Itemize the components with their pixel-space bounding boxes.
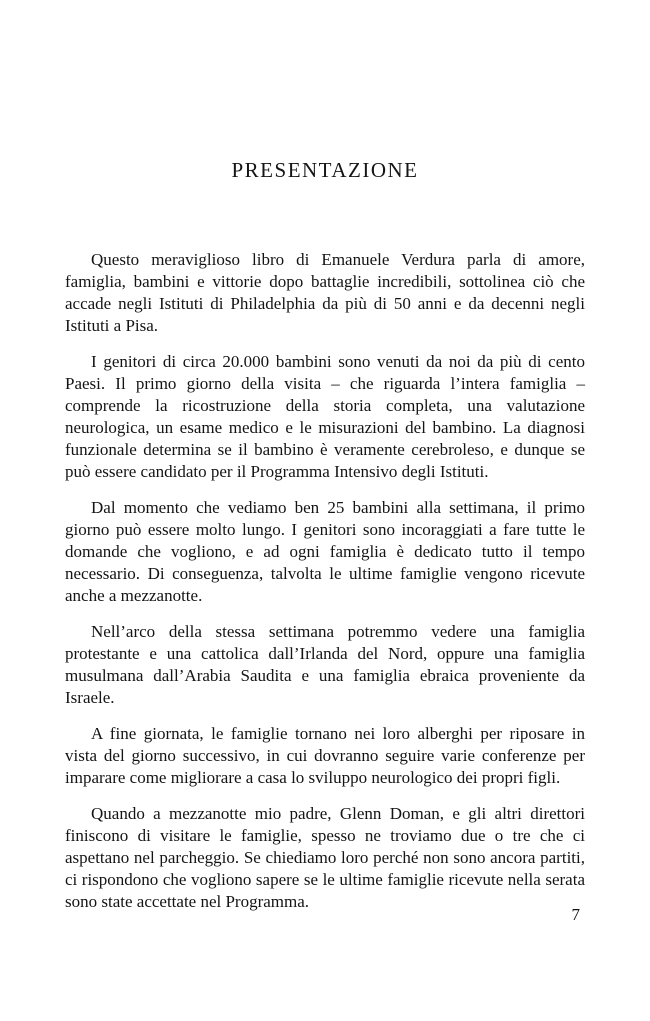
page-title: PRESENTAZIONE <box>231 158 419 182</box>
page-number: 7 <box>571 905 580 924</box>
paragraph-5: A fine giornata, le famiglie tornano nei loro alberghi per riposare in vista del giorno successivo, in cui dovranno seguire varie conferenze per imparare come migliorare a casa lo sviluppo neurologico dei propri figli. <box>65 724 585 787</box>
page-body <box>65 249 585 913</box>
paragraph-2: I genitori di circa 20.000 bambini sono venuti da noi da più di cento Paesi. Il primo giorno della visita – che riguarda l’intera famiglia – comprende la ricostruzione della storia completa, una valutazione neurologica, un esame medico e le misurazioni del bambino. La diagnosi funzionale determina se il bambino è veramente cerebroleso, e dunque se può essere candidato per il Programma Intensivo degli Istituti. <box>65 352 585 481</box>
paragraph-1: Questo meraviglioso libro di Emanuele Verdura parla di amore, famiglia, bambini e vittorie dopo battaglie incredibili, sottolinea ciò che accade negli Istituti di Philadelphia da più di 50 anni e da decenni negli Istituti a Pisa. <box>65 250 585 335</box>
paragraph-4: Nell’arco della stessa settimana potremmo vedere una famiglia protestante e una cattolica dall’Irlanda del Nord, oppure una famiglia musulmana dall’Arabia Saudita e una famiglia ebraica proveniente da Israele. <box>65 622 585 707</box>
paragraph-3: Dal momento che vediamo ben 25 bambini alla settimana, il primo giorno può essere molto lungo. I genitori sono incoraggiati a fare tutte le domande che vogliono, e ad ogni famiglia è dedicato tutto il tempo necessario. Di conseguenza, talvolta le ultime famiglie vengono ricevute anche a mezzanotte. <box>65 498 585 605</box>
paragraph-6: Quando a mezzanotte mio padre, Glenn Doman, e gli altri direttori finiscono di visitare le famiglie, spesso ne troviamo due o tre che ci aspettano nel parcheggio. Se chiediamo loro perché non sono ancora partiti, ci rispondono che vogliono sapere se le ultime famiglie ricevute nella serata sono state accettate nel Programma. <box>65 804 585 911</box>
